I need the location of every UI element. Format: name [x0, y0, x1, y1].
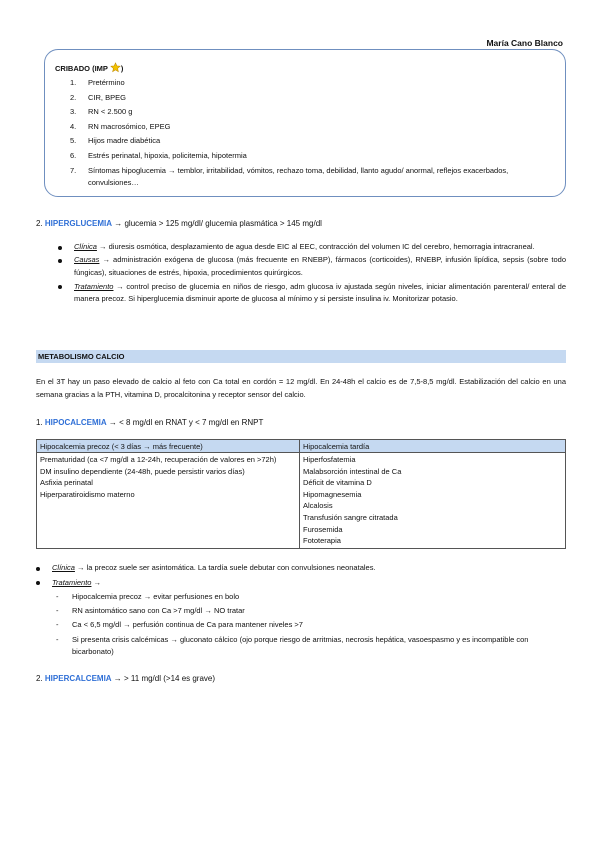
list-text: RN macrosómico, EPEG	[88, 121, 171, 131]
list-num: 4.	[70, 121, 77, 131]
cribado-title-text: CRIBADO (IMP	[55, 64, 108, 73]
star-icon	[110, 62, 121, 73]
cell-line: Hiperfosfatemia	[303, 455, 356, 464]
list-num: 5.	[70, 136, 77, 146]
table-header-row	[37, 440, 566, 453]
list-item	[70, 165, 558, 190]
section-title: HIPERGLUCEMIA	[44, 219, 113, 228]
item-label: Tratamiento	[74, 281, 114, 291]
hiperglucemia-list	[52, 241, 566, 307]
cribado-title-close: )	[120, 64, 124, 73]
cell-line: Transfusión sangre citratada	[303, 512, 398, 522]
list-text: Pretérmino	[88, 78, 125, 87]
cell-line: Asfixia perinatal	[40, 478, 93, 488]
author-name: María Cano Blanco	[486, 38, 563, 48]
section-num: 1.	[36, 418, 43, 427]
list-item	[70, 91, 558, 106]
list-num: 6.	[70, 150, 77, 160]
list-num: 1.	[70, 78, 77, 87]
cell-line: Hipomagnesemia	[303, 489, 362, 499]
hipocalcemia-heading	[36, 418, 263, 427]
cell-line: Malabsorción intestinal de Ca	[303, 466, 402, 476]
list-num: 2.	[70, 92, 77, 102]
table-cell-tardia	[300, 453, 566, 549]
item-label: Causas	[74, 255, 100, 265]
list-item	[52, 241, 566, 254]
item-text: → control preciso de glucemia en niños de riesgo, adm glucosa iv ajustada según niveles, iniciar alimentación parenteral/ enteral de manera precoz. Si hiperglucemia disminuir aporte de glucosa al mínimo y si persiste insulina iv. Monitorizar potasio.	[74, 281, 566, 304]
list-item: - RN asintomático sano con Ca >7 mg/dl → NO tratar	[56, 604, 542, 618]
table-row	[37, 453, 566, 549]
hipocalcemia-list	[30, 562, 566, 590]
section-def: → glucemia > 125 mg/dl/ glucemia plasmática > 145 mg/dl	[112, 219, 322, 228]
table-header: Hipocalcemia tardía	[300, 440, 566, 453]
list-item	[70, 76, 558, 91]
item-label: Clínica	[74, 242, 97, 251]
item-label: Tratamiento	[52, 577, 92, 587]
section-title: HIPOCALCEMIA	[44, 418, 107, 427]
list-item	[52, 281, 566, 307]
tratamiento-list	[56, 590, 552, 659]
list-item	[70, 134, 558, 149]
list-num: 7.	[70, 165, 77, 175]
list-item: - Hipocalcemia precoz → evitar perfusiones en bolo	[56, 590, 542, 604]
item-text: → administración exógena de glucosa (más frecuente en RNEBP), fármacos (corticoides), RNEBP, infusión lipídica, sepsis (sobre todo fúngicas), situaciones de estrés, hipoxia, procedimientos quirúrgicos.	[74, 255, 566, 278]
list-item: - Si presenta crisis calcémicas → gluconato cálcico (ojo porque riesgo de arritmias, necrosis hepática, vasoespasmo y es incompatible con bicarbonato)	[56, 634, 552, 659]
table-cell-precoz	[37, 453, 300, 549]
list-item	[70, 120, 558, 135]
hiperglucemia-heading	[36, 219, 322, 228]
item-text: →	[91, 577, 102, 587]
cell-line: Déficit de vitamina D	[303, 478, 372, 488]
cell-line: Alcalosis	[303, 501, 333, 511]
item-text: → diuresis osmótica, desplazamiento de agua desde EIC al EEC, contracción del volumen IC del cerebro, hemorragia intracraneal.	[96, 242, 535, 251]
list-item	[30, 577, 566, 590]
list-item	[52, 254, 566, 280]
list-item	[70, 105, 558, 120]
item-label: Clínica	[52, 563, 75, 572]
section-num: 2.	[36, 219, 43, 228]
section-title: HIPERCALCEMIA	[44, 674, 112, 683]
list-text: CIR, BPEG	[88, 92, 126, 102]
list-item: - Ca < 6,5 mg/dl → perfusión continua de Ca para mantener niveles >7	[56, 618, 542, 632]
calcio-intro: En el 3T hay un paso elevado de calcio al feto con Ca total en cordón = 12 mg/dl. En 24-48h el calcio es de 7,5-8,5 mg/dl. Estabilización del calcio en una semana gracias a la PTH, vitamina D, procalcitonina y receptor sensor del calcio.	[36, 377, 566, 399]
list-text: Síntomas hipoglucemia → temblor, irritabilidad, vómitos, rechazo toma, debilidad, llanto agudo/ anormal, reflejos exacerbados, convulsiones…	[88, 165, 509, 188]
item-text: → la precoz suele ser asintomática. La tardía suele debutar con convulsiones neonatales.	[74, 563, 376, 572]
list-item	[30, 562, 566, 575]
cell-line: Hiperparatiroidismo materno	[40, 489, 135, 499]
list-text: RN < 2.500 g	[88, 107, 133, 117]
section-band: METABOLISMO CALCIO	[36, 350, 566, 363]
list-num: 3.	[70, 107, 77, 117]
cell-line: Fototerapia	[303, 536, 341, 546]
list-text: Hijos madre diabética	[88, 136, 161, 146]
cribado-list	[70, 76, 558, 190]
section-num: 2.	[36, 674, 43, 683]
hipocalcemia-table	[36, 439, 566, 549]
section-def: → > 11 mg/dl (>14 es grave)	[111, 674, 216, 683]
hipercalcemia-heading	[36, 674, 215, 683]
table-header: Hipocalcemia precoz (< 3 días → más frecuente)	[37, 440, 300, 453]
cell-line: Furosemida	[303, 524, 343, 534]
cribado-title	[55, 62, 123, 73]
cell-line: DM insulino dependiente (24-48h, puede persistir varios días)	[40, 466, 245, 476]
list-text: Estrés perinatal, hipoxia, policitemia, hipotermia	[88, 150, 247, 160]
section-def: → < 8 mg/dl en RNAT y < 7 mg/dl en RNPT	[106, 418, 264, 427]
list-item	[70, 149, 558, 164]
cell-line: Prematuridad (ca <7 mg/dl a 12-24h, recuperación de valores en >72h)	[40, 455, 277, 464]
